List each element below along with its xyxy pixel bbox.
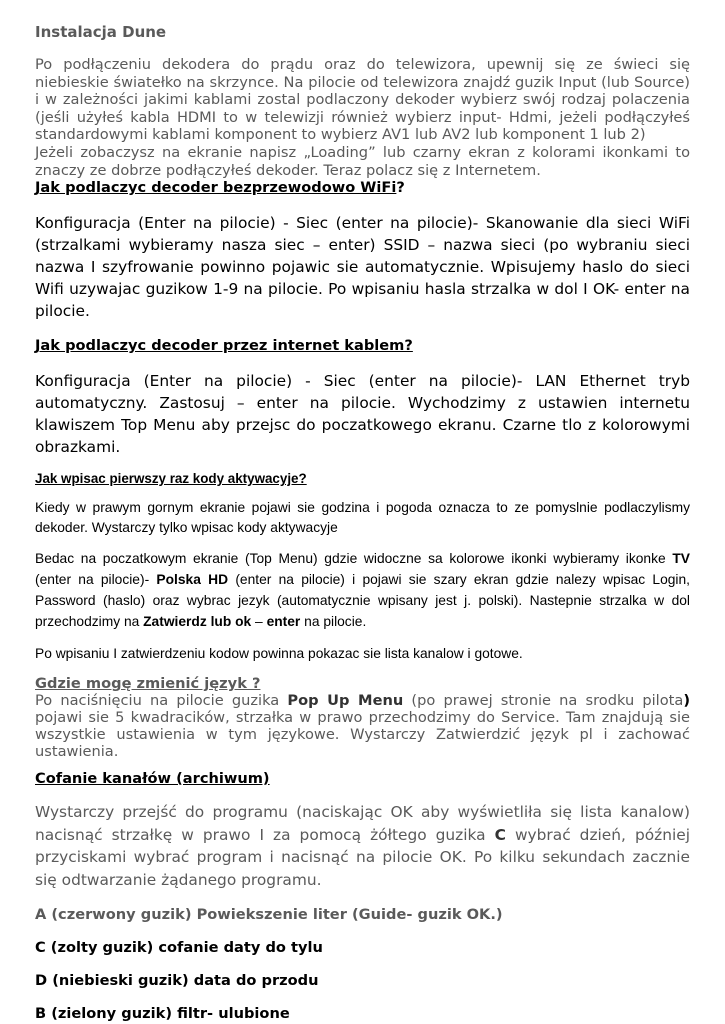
archive-heading: Cofanie kanałów (archiwum): [35, 770, 270, 788]
key-line-d: D (niebieski guzik) data do przodu: [35, 971, 319, 989]
wifi-heading: [35, 179, 690, 196]
polska-hd-label: Polska HD: [156, 572, 229, 588]
cable-section: [35, 370, 690, 458]
intro-paragraph-2: Jeżeli zobaczysz na ekranie napisz „Loading” lub czarny ekran z kolorami ikonkami to znaczy ze dobrze podłączyłeś dekoder. Teraz polacz się z Internetem.: [35, 143, 690, 179]
confirm-label: Zatwierdz lub ok: [143, 614, 252, 630]
language-paren: ): [683, 692, 691, 710]
popup-menu-label: Pop Up Menu: [287, 692, 404, 710]
wifi-section: [35, 212, 690, 322]
language-heading: Gdzie mogę zmienić język ?: [35, 675, 261, 693]
language-text-c: pojawi sie 5 kwadracików, strzałka w prawo przechodzimy do Service. Tam znajdują sie wszystkie ustawienia w tym językowe. Wystarczy Zatwierdzić język pl i zachować ustawienia.: [35, 709, 690, 761]
document-page: [35, 22, 690, 1023]
archive-text-a: Wystarczy przejść do programu (naciskając OK aby wyświetliła się lista kanalow) nacisnąć strzałkę w prawo I za pomocą żółtego guzika: [35, 803, 690, 844]
cable-text: Konfiguracja (Enter na pilocie) - Siec (enter na pilocie)- LAN Ethernet tryb automatyczny. Zastosuj – enter na pilocie. Wychodzimy z ustawien internetu klawiszem Top Menu aby przejsc do poczatkowego ekranu. Czarne tlo z kolorowymi obrazkami.: [35, 372, 690, 457]
archive-text: [35, 801, 690, 891]
activation-heading: Jak wpisac pierwszy raz kody aktywacyje?: [35, 471, 307, 487]
archive-text-b: wybrać dzień, później przyciskami wybrać program i nacisnąć na pilocie OK. Po kilku sekundach zacznie się odtwarzanie żądanego programu.: [35, 825, 690, 889]
activation-paragraph-2: [35, 548, 690, 632]
activation-paragraph-3: Po wpisaniu I zatwierdzeniu kodow powinna pokazac sie lista kanalow i gotowe.: [35, 646, 523, 662]
wifi-heading-text: Jak podlaczyc decoder bezprzewodowo WiFi: [35, 179, 397, 197]
intro-paragraph-1: Po podłączeniu dekodera do prądu oraz do telewizora, upewnij się ze świeci się niebieskie światełko na skrzynce. Na pilocie od telewizora znajdź guzik Input (lub Source) i w zależności jakimi kablami zostal podlaczony dekoder wybierz swój rodzaj polaczenia (jeśli użyłeś kabla HDMI to w telewizji również wybierz input- Hdmi, jeżeli podłączyłeś standardowymi kablami komponent to wybierz AV1 lub AV2 lub komponent 1 lub 2): [35, 56, 690, 144]
document-title: Instalacja Dune: [35, 23, 167, 41]
activation-text-b: (enter na pilocie)-: [35, 572, 157, 588]
activation-text-e: na pilocie.: [300, 614, 367, 630]
tv-label: TV: [672, 551, 690, 567]
activation-text-a: Bedac na poczatkowym ekranie (Top Menu) gdzie widoczne sa kolorowe ikonki wybieramy ikonke: [35, 551, 673, 567]
yellow-button-label: C: [494, 825, 506, 844]
activation-text-d: –: [251, 614, 267, 630]
language-text-b: (po prawej stronie na srodku pilota: [403, 692, 684, 710]
activation-paragraph-1: Kiedy w prawym gornym ekranie pojawi sie godzina i pogoda oznacza to ze pomyslnie podlaczylismy dekoder. Wystarczy tylko wpisac kody aktywacyje: [35, 500, 690, 536]
language-text: [35, 692, 690, 760]
key-line-c: C (zolty guzik) cofanie daty do tylu: [35, 938, 323, 956]
activation-text-c: (enter na pilocie) i pojawi sie szary ekran gdzie nalezy wpisac Login, Password (haslo) oraz wybrac jezyk (automatycznie wpisany jest j. polski). Nastepnie strzalka w dol przechodzimy na: [35, 572, 690, 630]
cable-heading: Jak podlaczyc decoder przez internet kablem?: [35, 337, 413, 355]
key-line-a: A (czerwony guzik) Powiekszenie liter (Guide- guzik OK.): [35, 905, 503, 923]
wifi-heading-mark: ?: [396, 179, 405, 197]
wifi-text: Konfiguracja (Enter na pilocie) - Siec (enter na pilocie)- Skanowanie dla sieci WiFi (strzalkami wybieramy nasza siec – enter) SSID – nazwa sieci (po wybraniu sieci nazwa I szyfrowanie powinno pojawic sie automatycznie. Wpisujemy haslo do sieci Wifi uzywajac guzikow 1-9 na pilocie. Po wpisaniu hasla strzalka w dol I OK- enter na pilocie.: [35, 214, 690, 321]
enter-label: enter: [266, 614, 301, 630]
language-text-a: Po naciśnięciu na pilocie guzika: [35, 692, 288, 710]
key-line-b: B (zielony guzik) filtr- ulubione: [35, 1004, 290, 1022]
